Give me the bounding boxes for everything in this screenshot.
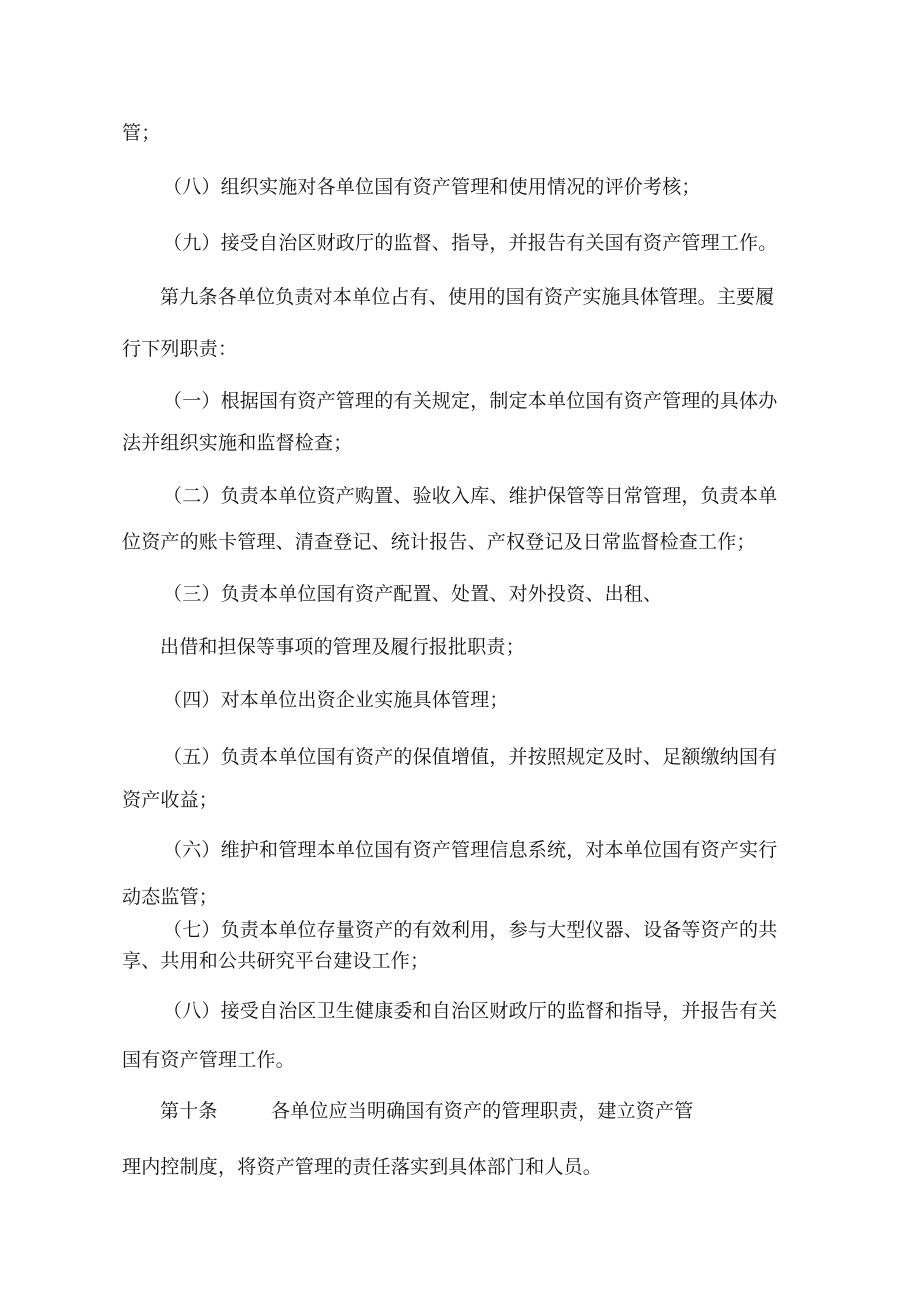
text-line: 出借和担保等事项的管理及履行报批职责； xyxy=(160,636,525,658)
text-line: 位资产的账卡管理、清查登记、统计报告、产权登记及日常监督检查工作； xyxy=(122,531,756,553)
text-line: 各单位应当明确国有资产的管理职责，建立资产管 xyxy=(271,1100,694,1122)
text-line: 第九条各单位负责对本单位占有、使用的国有资产实施具体管理。主要履 xyxy=(160,286,775,308)
text-line: （七）负责本单位存量资产的有效利用，参与大型仪器、设备等资产的共 xyxy=(163,919,778,941)
text-line: （三）负责本单位国有资产配置、处置、对外投资、出租、 xyxy=(163,583,663,605)
text-line: 享、共用和公共研究平台建设工作； xyxy=(122,950,430,972)
text-line: （九）接受自治区财政厅的监督、指导，并报告有关国有资产管理工作。 xyxy=(163,232,778,254)
text-line: 动态监管； xyxy=(122,886,219,908)
text-line: 资产收益； xyxy=(122,789,219,811)
text-line: 行下列职责： xyxy=(122,338,238,360)
text-line: （四）对本单位出资企业实施具体管理； xyxy=(163,689,509,711)
text-line: 理内控制度，将资产管理的责任落实到具体部门和人员。 xyxy=(122,1156,603,1178)
text-line: （八）组织实施对各单位国有资产管理和使用情况的评价考核； xyxy=(163,176,701,198)
text-line: （六）维护和管理本单位国有资产管理信息系统，对本单位国有资产实行 xyxy=(163,839,778,861)
text-line: （五）负责本单位国有资产的保值增值，并按照规定及时、足额缴纳国有 xyxy=(163,746,778,768)
text-line: （一）根据国有资产管理的有关规定，制定本单位国有资产管理的具体办 xyxy=(163,390,778,412)
text-line: 法并组织实施和监督检查； xyxy=(122,432,353,454)
text-line: （二）负责本单位资产购置、验收入库、维护保管等日常管理，负责本单 xyxy=(163,485,778,507)
text-line: 国有资产管理工作。 xyxy=(122,1049,295,1071)
article-heading: 第十条 xyxy=(160,1100,218,1122)
text-line: 管； xyxy=(122,122,161,144)
text-line: （八）接受自治区卫生健康委和自治区财政厅的监督和指导，并报告有关 xyxy=(163,1000,778,1022)
